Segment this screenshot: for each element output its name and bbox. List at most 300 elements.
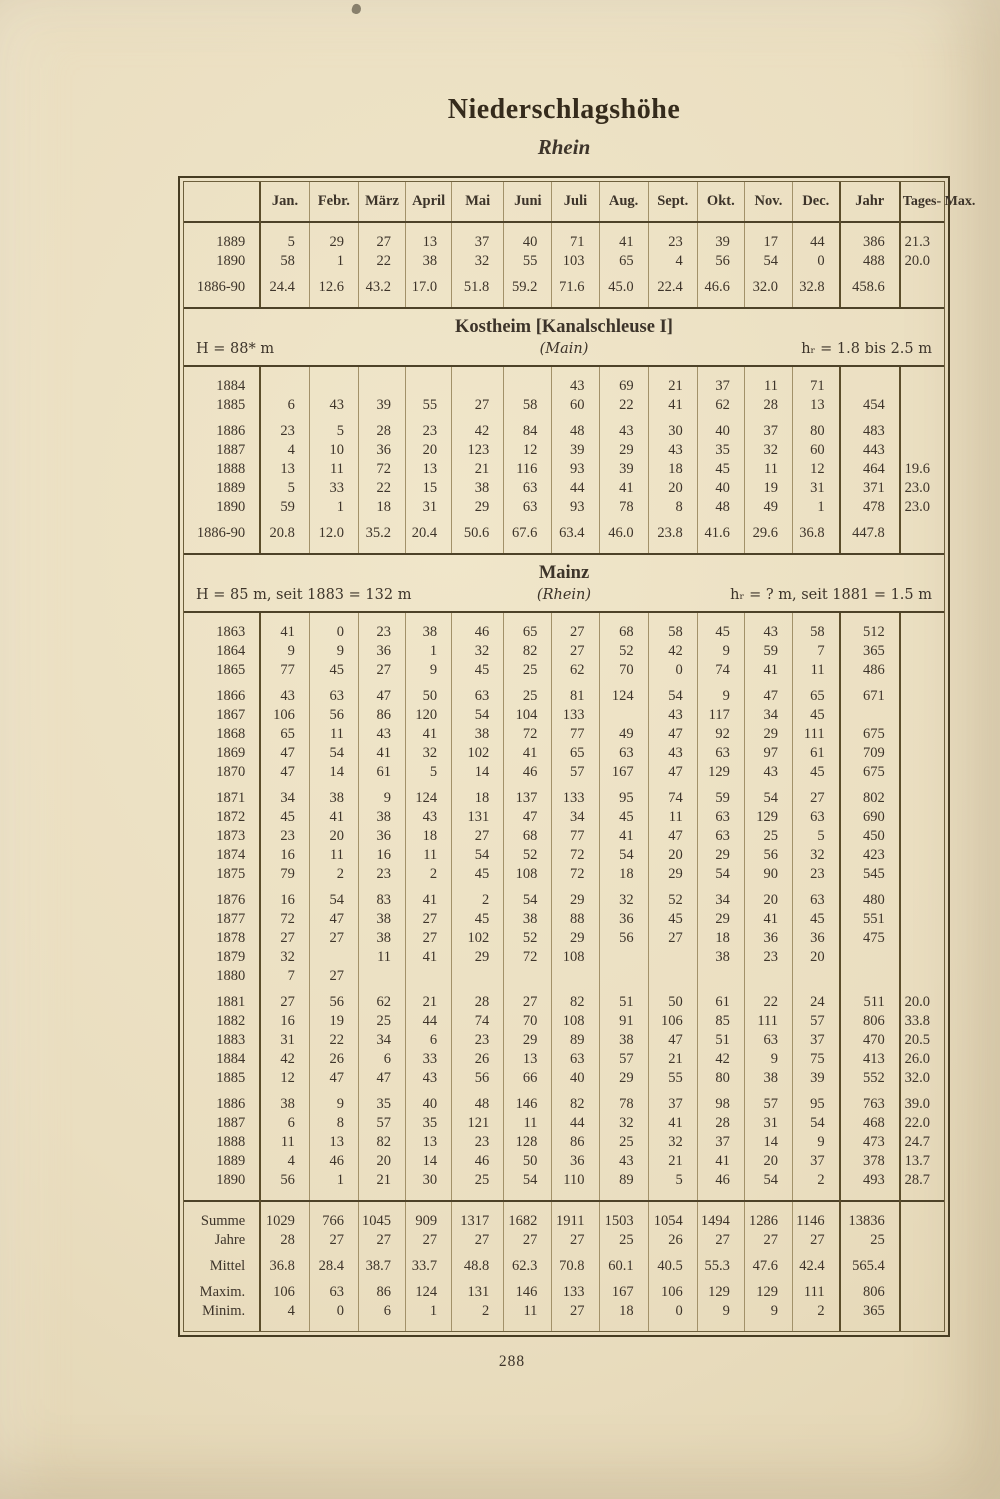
cell-juni: 11 — [504, 1114, 552, 1133]
cell-dec: 5 — [793, 827, 840, 846]
cell-tm: 13.7 — [900, 1152, 944, 1171]
cell-april: 18 — [406, 827, 452, 846]
cell-dec: 42.4 — [793, 1250, 840, 1276]
cell-febr: 45 — [309, 661, 358, 680]
cell-maerz: 1045 — [358, 1201, 405, 1231]
cell-maerz: 38 — [358, 808, 405, 827]
cell-aug: 70 — [599, 661, 648, 680]
cell-juli: 27 — [552, 1231, 599, 1250]
cell-juli: 72 — [552, 846, 599, 865]
cell-jan: 4 — [260, 1302, 309, 1331]
cell-april: 50 — [406, 680, 452, 706]
cell-sept: 30 — [648, 415, 697, 441]
cell-febr: 26 — [309, 1050, 358, 1069]
cell-april: 27 — [406, 910, 452, 929]
cell-juli: 77 — [552, 725, 599, 744]
cell-jan: 43 — [260, 680, 309, 706]
cell-okt: 74 — [697, 661, 744, 680]
cell-mai: 102 — [452, 744, 504, 763]
cell-juni: 29 — [504, 1031, 552, 1050]
cell-tm: 20.0 — [900, 252, 944, 271]
table-row — [184, 1250, 944, 1276]
cell-juni: 116 — [504, 460, 552, 479]
col-header-juni: Juni — [504, 182, 552, 222]
cell-jan: 16 — [260, 846, 309, 865]
table-row — [184, 827, 944, 846]
cell-febr — [309, 367, 358, 396]
cell-sept: 1054 — [648, 1201, 697, 1231]
cell-juli — [552, 967, 599, 986]
col-header-dec: Dec. — [793, 182, 840, 222]
cell-juni: 47 — [504, 808, 552, 827]
cell-aug: 167 — [599, 763, 648, 782]
cell-april: 31 — [406, 498, 452, 517]
cell-mai: 23 — [452, 1133, 504, 1152]
cell-aug: 38 — [599, 1031, 648, 1050]
cell-okt: 80 — [697, 1069, 744, 1088]
station-meta — [184, 585, 944, 611]
cell-jahr: 671 — [840, 680, 900, 706]
cell-febr: 11 — [309, 725, 358, 744]
cell-febr: 1 — [309, 1171, 358, 1200]
cell-aug: 52 — [599, 642, 648, 661]
cell-mai: 27 — [452, 396, 504, 415]
cell-sept: 43 — [648, 706, 697, 725]
table-row — [184, 1302, 944, 1331]
cell-april: 124 — [406, 1276, 452, 1302]
cell-tm — [900, 706, 944, 725]
cell-aug: 18 — [599, 865, 648, 884]
table-row — [184, 910, 944, 929]
cell-febr: 27 — [309, 929, 358, 948]
cell-dec: 7 — [793, 642, 840, 661]
cell-juli: 62 — [552, 661, 599, 680]
cell-juli: 103 — [552, 252, 599, 271]
cell-jahr: 552 — [840, 1069, 900, 1088]
table-row — [184, 415, 944, 441]
cell-maerz: 6 — [358, 1302, 405, 1331]
cell-april: 124 — [406, 782, 452, 808]
cell-dec: 45 — [793, 763, 840, 782]
cell-febr: 33 — [309, 479, 358, 498]
col-header-mai: Mai — [452, 182, 504, 222]
cell-juli: 63 — [552, 1050, 599, 1069]
cell-april: 11 — [406, 846, 452, 865]
station-river: (Rhein) — [536, 587, 592, 603]
cell-nov: 31 — [744, 1114, 792, 1133]
cell-jahr: 365 — [840, 1302, 900, 1331]
cell-juni: 55 — [504, 252, 552, 271]
cell-jan: 36.8 — [260, 1250, 309, 1276]
table-row — [184, 223, 944, 252]
cell-maerz: 18 — [358, 498, 405, 517]
cell-aug: 78 — [599, 1088, 648, 1114]
cell-juni: 146 — [504, 1088, 552, 1114]
cell-maerz: 39 — [358, 396, 405, 415]
cell-tm — [900, 415, 944, 441]
cell-nov: 37 — [744, 415, 792, 441]
cell-jan: 16 — [260, 884, 309, 910]
col-header-jahr: Jahr — [840, 182, 900, 222]
cell-aug: 25 — [599, 1231, 648, 1250]
row-label: 1873 — [216, 828, 246, 844]
cell-mai: 18 — [452, 782, 504, 808]
cell-jan: 42 — [260, 1050, 309, 1069]
cell-mai: 1317 — [452, 1201, 504, 1231]
cell-okt: 54 — [697, 865, 744, 884]
cell-febr: 8 — [309, 1114, 358, 1133]
cell-jahr: 545 — [840, 865, 900, 884]
cell-juni: 38 — [504, 910, 552, 929]
col-header-febr: Febr. — [309, 182, 358, 222]
corner-cell — [184, 182, 260, 222]
cell-febr: 1 — [309, 252, 358, 271]
cell-febr: 11 — [309, 460, 358, 479]
row-label: 1885 — [216, 397, 246, 413]
cell-mai: 48.8 — [452, 1250, 504, 1276]
cell-mai: 37 — [452, 223, 504, 252]
cell-juni: 66 — [504, 1069, 552, 1088]
cell-juli: 27 — [552, 642, 599, 661]
cell-febr: 63 — [309, 1276, 358, 1302]
cell-april: 6 — [406, 1031, 452, 1050]
cell-maerz: 27 — [358, 1231, 405, 1250]
cell-tm: 28.7 — [900, 1171, 944, 1200]
cell-juli: 34 — [552, 808, 599, 827]
cell-juli: 71 — [552, 223, 599, 252]
table-row — [184, 613, 944, 642]
cell-april — [406, 367, 452, 396]
row-label: 1887 — [216, 1115, 246, 1131]
cell-april: 14 — [406, 1152, 452, 1171]
cell-sept: 52 — [648, 884, 697, 910]
cell-dec: 2 — [793, 1302, 840, 1331]
cell-juli: 63.4 — [552, 517, 599, 553]
cell-maerz: 35.2 — [358, 517, 405, 553]
cell-mai: 27 — [452, 1231, 504, 1250]
cell-dec: 60 — [793, 441, 840, 460]
row-label: 1875 — [216, 866, 246, 882]
cell-okt — [697, 967, 744, 986]
row-label: 1876 — [216, 892, 246, 908]
cell-sept: 21 — [648, 367, 697, 396]
cell-sept: 32 — [648, 1133, 697, 1152]
cell-jahr: 13836 — [840, 1201, 900, 1231]
cell-juni: 84 — [504, 415, 552, 441]
cell-sept: 40.5 — [648, 1250, 697, 1276]
cell-jan: 4 — [260, 1152, 309, 1171]
cell-aug: 45.0 — [599, 271, 648, 307]
cell-okt: 38 — [697, 948, 744, 967]
cell-juli: 60 — [552, 396, 599, 415]
cell-maerz: 22 — [358, 479, 405, 498]
cell-jahr: 511 — [840, 986, 900, 1012]
cell-jan: 65 — [260, 725, 309, 744]
cell-jahr: 551 — [840, 910, 900, 929]
cell-jan: 27 — [260, 929, 309, 948]
cell-juni: 137 — [504, 782, 552, 808]
cell-dec: 63 — [793, 884, 840, 910]
cell-april: 32 — [406, 744, 452, 763]
cell-febr: 1 — [309, 498, 358, 517]
row-label: 1871 — [216, 790, 246, 806]
cell-tm: 20.0 — [900, 986, 944, 1012]
cell-mai: 45 — [452, 661, 504, 680]
cell-jahr: 802 — [840, 782, 900, 808]
cell-sept: 4 — [648, 252, 697, 271]
cell-juli: 65 — [552, 744, 599, 763]
row-label: Jahre — [214, 1232, 246, 1248]
cell-febr: 54 — [309, 884, 358, 910]
station-name: Kostheim [Kanalschleuse I] — [455, 317, 673, 337]
cell-aug: 63 — [599, 744, 648, 763]
row-label: 1886 — [216, 1096, 246, 1112]
cell-jahr: 464 — [840, 460, 900, 479]
cell-tm — [900, 396, 944, 415]
cell-nov: 63 — [744, 1031, 792, 1050]
cell-april: 120 — [406, 706, 452, 725]
cell-jan: 45 — [260, 808, 309, 827]
cell-nov: 20 — [744, 1152, 792, 1171]
cell-aug: 167 — [599, 1276, 648, 1302]
cell-juli: 86 — [552, 1133, 599, 1152]
cell-juni: 50 — [504, 1152, 552, 1171]
cell-tm — [900, 725, 944, 744]
cell-juli: 44 — [552, 1114, 599, 1133]
row-label: 1888 — [216, 1134, 246, 1150]
cell-juni: 27 — [504, 986, 552, 1012]
cell-dec: 0 — [793, 252, 840, 271]
cell-juni: 108 — [504, 865, 552, 884]
cell-juni: 25 — [504, 661, 552, 680]
page-number: 288 — [498, 1353, 526, 1370]
cell-okt: 51 — [697, 1031, 744, 1050]
cell-jan: 5 — [260, 223, 309, 252]
cell-dec: 37 — [793, 1152, 840, 1171]
cell-okt: 129 — [697, 763, 744, 782]
cell-aug: 68 — [599, 613, 648, 642]
cell-maerz — [358, 367, 405, 396]
cell-dec: 63 — [793, 808, 840, 827]
cell-sept: 21 — [648, 1050, 697, 1069]
cell-juni: 12 — [504, 441, 552, 460]
cell-mai: 2 — [452, 1302, 504, 1331]
cell-jan: 6 — [260, 396, 309, 415]
row-label: 1869 — [216, 745, 246, 761]
table-row — [184, 642, 944, 661]
cell-juli: 1911 — [552, 1201, 599, 1231]
cell-jahr: 480 — [840, 884, 900, 910]
cell-juni: 128 — [504, 1133, 552, 1152]
cell-nov: 22 — [744, 986, 792, 1012]
cell-dec: 2 — [793, 1171, 840, 1200]
cell-sept: 74 — [648, 782, 697, 808]
cell-april: 33 — [406, 1050, 452, 1069]
cell-febr: 20 — [309, 827, 358, 846]
cell-tm — [900, 782, 944, 808]
cell-aug: 124 — [599, 680, 648, 706]
cell-febr: 22 — [309, 1031, 358, 1050]
cell-nov: 54 — [744, 782, 792, 808]
cell-mai: 102 — [452, 929, 504, 948]
cell-mai: 14 — [452, 763, 504, 782]
table-row — [184, 441, 944, 460]
cell-april: 41 — [406, 725, 452, 744]
cell-nov: 57 — [744, 1088, 792, 1114]
cell-jan: 47 — [260, 744, 309, 763]
cell-mai: 50.6 — [452, 517, 504, 553]
cell-tm: 32.0 — [900, 1069, 944, 1088]
cell-okt: 48 — [697, 498, 744, 517]
cell-dec: 13 — [793, 396, 840, 415]
cell-febr: 13 — [309, 1133, 358, 1152]
cell-mai: 45 — [452, 910, 504, 929]
cell-jahr: 709 — [840, 744, 900, 763]
row-label: 1889 — [216, 480, 246, 496]
cell-jan: 23 — [260, 827, 309, 846]
cell-aug: 91 — [599, 1012, 648, 1031]
cell-jan: 106 — [260, 706, 309, 725]
cell-sept: 20 — [648, 846, 697, 865]
cell-tm — [900, 1302, 944, 1331]
cell-juli: 36 — [552, 1152, 599, 1171]
cell-tm — [900, 661, 944, 680]
table-row — [184, 1114, 944, 1133]
cell-juni: 54 — [504, 1171, 552, 1200]
cell-maerz: 21 — [358, 1171, 405, 1200]
cell-jahr: 493 — [840, 1171, 900, 1200]
cell-dec: 24 — [793, 986, 840, 1012]
col-header-jan: Jan. — [260, 182, 309, 222]
cell-nov: 25 — [744, 827, 792, 846]
cell-febr: 14 — [309, 763, 358, 782]
cell-tm — [900, 1250, 944, 1276]
row-label: Summe — [200, 1213, 246, 1229]
cell-sept: 11 — [648, 808, 697, 827]
cell-sept: 23.8 — [648, 517, 697, 553]
cell-maerz: 62 — [358, 986, 405, 1012]
cell-nov: 49 — [744, 498, 792, 517]
cell-mai: 131 — [452, 808, 504, 827]
cell-jan: 58 — [260, 252, 309, 271]
cell-aug: 56 — [599, 929, 648, 948]
table-row — [184, 460, 944, 479]
table-section — [184, 1200, 944, 1331]
cell-nov: 20 — [744, 884, 792, 910]
cell-maerz: 57 — [358, 1114, 405, 1133]
cell-aug: 32 — [599, 884, 648, 910]
page-subtitle: Rhein — [537, 135, 591, 159]
cell-april: 38 — [406, 613, 452, 642]
cell-febr: 56 — [309, 706, 358, 725]
cell-sept: 26 — [648, 1231, 697, 1250]
cell-okt: 37 — [697, 367, 744, 396]
cell-febr: 29 — [309, 223, 358, 252]
cell-juni: 13 — [504, 1050, 552, 1069]
table-row — [184, 782, 944, 808]
cell-jan: 59 — [260, 498, 309, 517]
cell-nov: 111 — [744, 1012, 792, 1031]
cell-april: 2 — [406, 865, 452, 884]
cell-dec: 111 — [793, 725, 840, 744]
cell-juni: 63 — [504, 479, 552, 498]
table-row — [184, 396, 944, 415]
cell-juli: 27 — [552, 1302, 599, 1331]
cell-tm — [900, 441, 944, 460]
cell-juli: 82 — [552, 1088, 599, 1114]
cell-maerz: 72 — [358, 460, 405, 479]
row-label: 1870 — [216, 764, 246, 780]
cell-sept: 18 — [648, 460, 697, 479]
cell-dec: 111 — [793, 1276, 840, 1302]
cell-tm: 19.6 — [900, 460, 944, 479]
cell-dec: 65 — [793, 680, 840, 706]
cell-jan: 9 — [260, 642, 309, 661]
cell-mai: 45 — [452, 865, 504, 884]
cell-aug: 41 — [599, 223, 648, 252]
cell-aug: 32 — [599, 1114, 648, 1133]
cell-dec: 45 — [793, 706, 840, 725]
cell-nov: 43 — [744, 613, 792, 642]
table-row — [184, 744, 944, 763]
cell-april: 13 — [406, 460, 452, 479]
row-label: 1883 — [216, 1032, 246, 1048]
cell-okt: 46 — [697, 1171, 744, 1200]
cell-aug: 49 — [599, 725, 648, 744]
row-label: 1886-90 — [196, 279, 246, 295]
cell-juni: 72 — [504, 725, 552, 744]
row-label: 1878 — [216, 930, 246, 946]
cell-maerz: 27 — [358, 223, 405, 252]
row-label: 1886 — [216, 423, 246, 439]
cell-april: 909 — [406, 1201, 452, 1231]
cell-april: 9 — [406, 661, 452, 680]
cell-nov: 54 — [744, 252, 792, 271]
cell-jahr: 365 — [840, 642, 900, 661]
cell-nov: 32.0 — [744, 271, 792, 307]
cell-juni: 54 — [504, 884, 552, 910]
table-section — [184, 367, 944, 553]
row-label: 1880 — [216, 968, 246, 984]
cell-okt: 18 — [697, 929, 744, 948]
cell-dec: 32.8 — [793, 271, 840, 307]
cell-okt: 9 — [697, 1302, 744, 1331]
cell-tm — [900, 517, 944, 553]
col-header-sept: Sept. — [648, 182, 697, 222]
cell-tm — [900, 827, 944, 846]
cell-maerz: 23 — [358, 865, 405, 884]
cell-juli: 133 — [552, 1276, 599, 1302]
cell-okt: 1494 — [697, 1201, 744, 1231]
cell-mai: 121 — [452, 1114, 504, 1133]
cell-nov: 9 — [744, 1302, 792, 1331]
cell-febr: 766 — [309, 1201, 358, 1231]
station-name: Mainz — [538, 563, 590, 583]
cell-juli: 93 — [552, 460, 599, 479]
cell-nov: 19 — [744, 479, 792, 498]
cell-jan: 32 — [260, 948, 309, 967]
station-river: (Main) — [539, 341, 589, 357]
col-header-maerz: März — [358, 182, 405, 222]
cell-tm: 23.0 — [900, 498, 944, 517]
row-label: 1867 — [216, 707, 246, 723]
cell-juni: 82 — [504, 642, 552, 661]
cell-jan: 79 — [260, 865, 309, 884]
cell-okt: 42 — [697, 1050, 744, 1069]
cell-dec: 36.8 — [793, 517, 840, 553]
cell-nov: 36 — [744, 929, 792, 948]
cell-jahr: 423 — [840, 846, 900, 865]
